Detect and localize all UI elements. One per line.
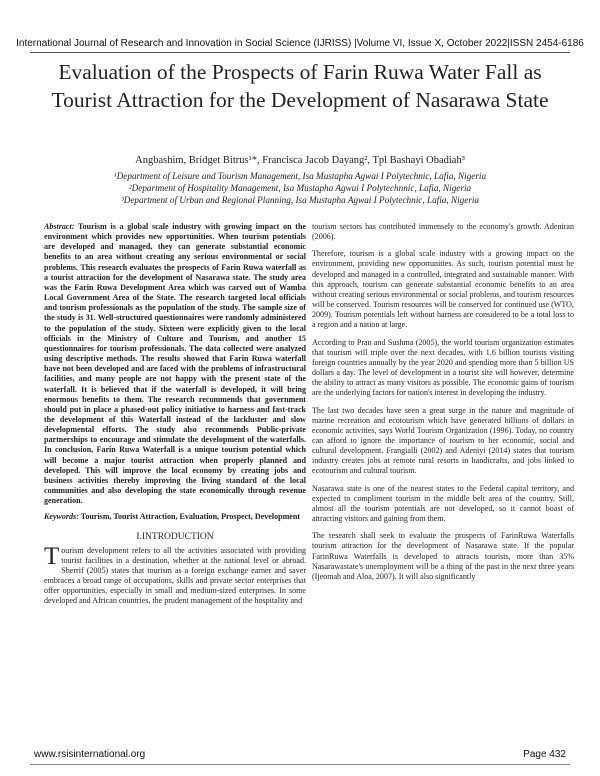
- abstract-text: Tourism is a global scale industry with growing impact on the environment which provides new opportunities. When tourism potentials are developed and managed, they can generate substantial economic benefits to an area without creating any serious environmental or social problems. This research evaluates the prospects of Farin Ruwa waterfall as a tourist attraction for the development of Nasarawa state. The study area was the Farin Ruwa Development Area which was carved out of Wamba Local Government Area of the State. The research targeted local officials and tourism professionals as the population of the study. The sample size of the study is 31. Well-structured questionnaires were randomly administered to the population of the study. Sixteen were explicitly given to the local officials in the Ministry of Culture and Tourism, and another 15 questionnaires for tourism professionals. The data collected were analyzed using descriptive methods. The results showed that Farin Ruwa waterfall have not been developed and are faced with the problems of infrastructural facilities, and many people are not happy with the present state of the waterfall. It is believed that if the waterfall is developed, it will bring enormous benefits to them. The research recommends that government should put in place a phased-out policy initiative to harness and fast-track the development of this Waterfall instead of the lackluster and slow developmental efforts. The study also recommends Public-private partnerships to encourage and stimulate the development of the waterfalls. In conclusion, Farin Ruwa Waterfall is a unique tourism potential which will become a major tourist attraction when properly planned and developed. This will improve the local economy by creating jobs and business activities thereby improving the living standard of the local communities and also developing the state economically through revenue generation.: [44, 222, 307, 506]
- body-paragraph: According to Pran and Sushma (2005), the world tourism organization estimates that tourism will triple over the next decades, with 1.6 billion tourists visiting foreign countries annually by the year 2020 and spending more than 5 billion US dollars a day. The level of development in a tourist site will however, determine the ability to attract as many visitors as possible. The economic gains of tourism are the underlying factors for nation's interest in developing the industry.: [312, 337, 574, 398]
- body-paragraph: Nasarawa state is one of the nearest states to the Federal capital territory, and expected to compliment tourism in the middle belt area of the country. Still, almost all the tourism potentials are not developed, so it cannot boast of attracting visitors and gaining from them.: [312, 483, 574, 524]
- drop-cap: T: [44, 542, 60, 570]
- affiliation-2: ²Department of Hospitality Management, Isa Mustapha Agwai I Polytechnnic, Lafia, Nigeria: [128, 183, 472, 193]
- footer-website: www.rsisinternational.org: [34, 749, 146, 760]
- journal-header: International Journal of Research and Innovation in Social Science (IJRISS) |Volume VI, Issue X, October 2022|ISSN 2454-6186: [16, 38, 584, 49]
- header-rule: [30, 52, 570, 53]
- left-column: [44, 222, 306, 607]
- right-column: [312, 222, 574, 589]
- abstract-label: Abstract:: [44, 222, 75, 231]
- introduction-text: ourism development refers to all the activities associated with providing tourist facilities in a destination, whether at the national level or abroad. Sherrif (2005) states that tourism as a foreign exchange earner and saver embraces a broad range of occupations, skills and private sector enterprises that offer opportunities, especially in small and medium-sized enterprises. In some developed and African countries, the prudent management of the hospitality and: [44, 545, 306, 606]
- author-list: Angbashim, Bridget Bitrus¹*, Francisca Jacob Dayang², Tpl Bashayi Obadiah³: [135, 155, 465, 166]
- footer-rule: [30, 764, 570, 765]
- affiliation-1: ¹Department of Leisure and Tourism Management, Isa Mustapha Agwai I Polytechnic, Lafia, Nigeria: [113, 171, 487, 181]
- section-heading-introduction: I.INTRODUCTION: [136, 531, 214, 542]
- keywords: [44, 512, 306, 522]
- introduction-paragraph: [44, 542, 306, 607]
- body-paragraph: Therefore, tourism is a global scale industry with a growing impact on the environment, providing new opportunities. As such, tourism potential must be developed and managed in a controlled, integrated and sustainable manner. With this approach, tourism can generate substantial economic benefits to an area without creating serious environmental or social problems, and tourism resources will be conserved. Tourism resources will be conserved for continued use (WTO, 2009). Tourism potentials left without harness are considered to be a total loss to a region and a nation at large.: [312, 249, 574, 330]
- abstract: [44, 222, 306, 506]
- keywords-text: Tourism, Tourist Attraction, Evaluation, Prospect, Development: [80, 512, 301, 522]
- footer-page-number: Page 432: [523, 749, 566, 760]
- keywords-label: Keywords:: [44, 512, 79, 522]
- body-paragraph: The last two decades have seen a great surge in the nature and magnitude of marine recreation and ecotourism which have generated billions of dollars in economic activities, says World Tourism Organization (1996). Today, no country can afford to ignore the importance of tourism to her economic, social and cultural development. Frangialli (2002) and Adeniyi (2014) states that tourism industry creates jobs at remote rural resorts in handicrafts, and jobs linked to ecotourism and cultural tourism.: [312, 405, 574, 476]
- paper-title: Evaluation of the Prospects of Farin Ruwa Water Fall as Tourist Attraction for the Development of Nasarawa State: [51, 60, 549, 112]
- affiliation-3: ³Department of Urban and Regional Planning, Isa Mustapha Agwai I Polytechnic, Lafia, Nigeria: [120, 195, 480, 205]
- body-paragraph: tourism sectors has contributed immensely to the economy's growth. Adeniran (2006).: [312, 222, 574, 242]
- body-paragraph: The research shall seek to evaluate the prospects of FarinRuwa Waterfalls tourism attraction for the development of Nasarawa state. If the popular FarinRuwa Waterfalls is developed to attracts tourists, more than 35% Nasarawastate's unemployment will be a thing of the past in the next three years (Ijeomah and Aloa, 2007). It will also significantly: [312, 531, 574, 581]
